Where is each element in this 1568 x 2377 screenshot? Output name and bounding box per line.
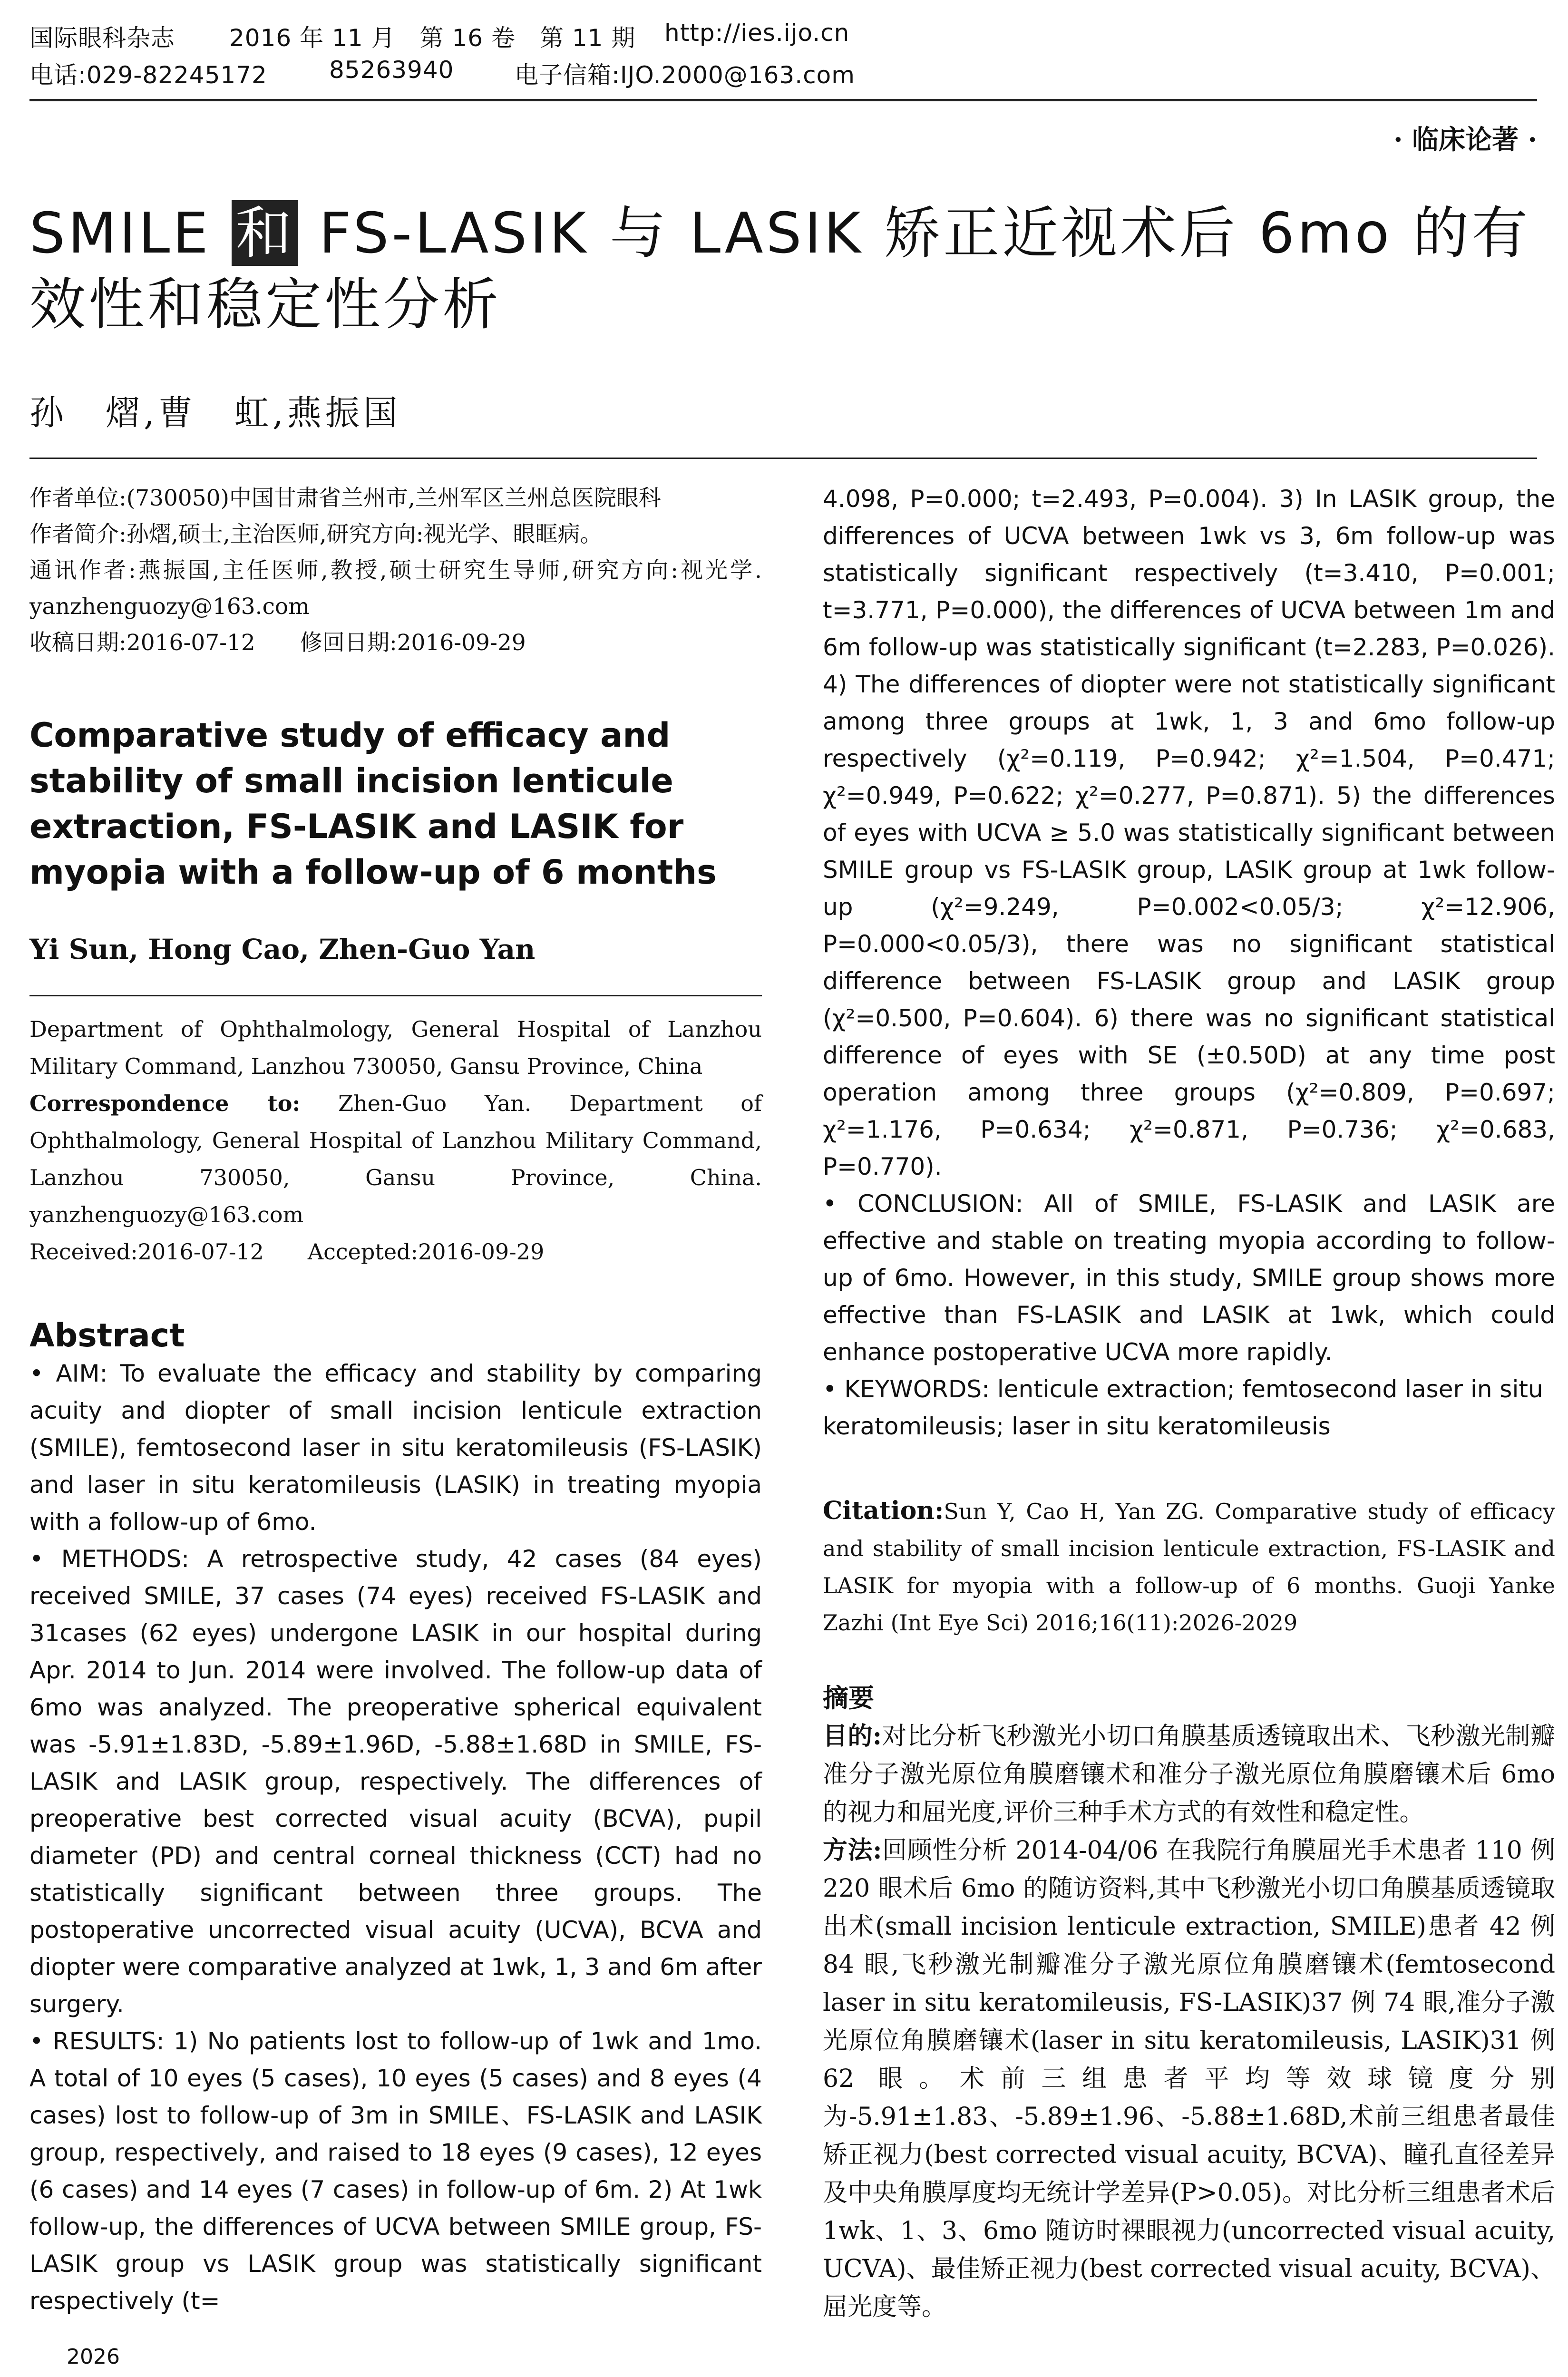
corresponding-author: 通讯作者:燕振国,主任医师,教授,硕士研究生导师,研究方向:视光学. yanzhenguozy@163.com [29,557,762,620]
title-part-1: SMILE [29,200,232,266]
authors-rule [29,995,762,996]
journal-url[interactable]: http://ies.ijo.cn [664,19,850,47]
author-unit: 作者单位:(730050)中国甘肃省兰州市,兰州军区兰州总医院眼科 [29,485,661,511]
cn-aim-label: 目的: [823,1722,882,1751]
abstract-heading: Abstract [29,1317,185,1354]
authors-cn: 孙 熠,曹 虹,燕振国 [29,393,401,433]
received-accepted: Received:2016-07-12 Accepted:2016-09-29 [29,1239,545,1265]
phone: 电话:029-82245172 [29,61,267,89]
abstract-results-right: 4.098, P=0.000; t=2.493, P=0.004). 3) In LASIK group, the differences of UCVA between 1wk vs 3, 6m follow-up was statistically significant respectively (t=3.410, P=0.001; t=3.771, P=0.000), the differences of UCVA between 1m and 6m follow-up was statistically significant (t=2.283, P=0.026). 4) The differences of diopter were not statistically significant among three groups at 1wk, 1, 3 and 6mo follow-up respectively (χ²=0.119, P=0.942; χ²=1.504, P=0.471; χ²=0.949, P=0.622; χ²=0.277, P=0.871). 5) the differences of eyes with UCVA ≥ 5.0 was statistically significant between SMILE group vs FS-LASIK group, LASIK group at 1wk follow-up (χ²=9.249, P=0.002<0.05/3; χ²=12.906, P=0.000<0.05/3), there was no significant statistical difference between FS-LASIK group and LASIK group (χ²=0.500, P=0.604). 6) there was no significant statistical difference of eyes with SE (±0.50D) at any time post operation among three groups (χ²=0.809, P=0.697; χ²=1.176, P=0.634; χ²=0.871, P=0.736; χ²=0.683, P=0.770). [823,485,1555,1180]
citation-label: Citation: [823,1496,944,1525]
abstract-keywords: • KEYWORDS: lenticule extraction; femtosecond laser in situ keratomileusis; laser in situ keratomileusis [823,1375,1543,1440]
abstract-methods: • METHODS: A retrospective study, 42 cases (84 eyes) received SMILE, 37 cases (74 eyes) received FS-LASIK and 31cases (62 eyes) undergone LASIK in our hospital during Apr. 2014 to Jun. 2014 were involved. The follow-up data of 6mo was analyzed. The preoperative spherical equivalent was -5.91±1.83D, -5.89±1.96D, -5.88±1.68D in SMILE, FS-LASIK and LASIK group, respectively. The differences of preoperative best corrected visual acuity (BCVA), pupil diameter (PD) and central corneal thickness (CCT) had no statistically significant between three groups. The postoperative uncorrected visual acuity (UCVA), BCVA and diopter were comparative analyzed at 1wk, 1, 3 and 6m after surgery. [29,1545,762,2018]
cn-abstract-aim [823,1717,1555,1831]
right-column [823,480,1555,2326]
cn-method-label: 方法: [823,1836,882,1865]
cn-abstract-heading: 摘要 [823,1683,874,1713]
title-highlight: 和 [232,200,298,266]
journal-issue: 2016 年 11 月 第 16 卷 第 11 期 [229,24,636,52]
author-bio: 作者简介:孙熠,硕士,主治医师,研究方向:视光学、眼眶病。 [29,521,603,547]
page-number: 2026 [67,2345,120,2369]
email[interactable]: 电子信箱:IJO.2000@163.com [515,61,855,89]
english-title: Comparative study of efficacy and stability of small incision lenticule extraction, FS-LASIK and LASIK for myopia with a follow-up of 6 months [29,716,717,892]
correspondence-text: Zhen-Guo Yan. Department of Ophthalmology, General Hospital of Lanzhou Military Command, Lanzhou 730050, Gansu Province, China. yanzhenguozy@163.com [29,1091,762,1227]
header-rule [29,99,1537,101]
citation-text: Sun Y, Cao H, Yan ZG. Comparative study of efficacy and stability of small incision lenticule extraction, FS-LASIK and LASIK for myopia with a follow-up of 6 months. Guoji Yanke Zazhi (Int Eye Sci) 2016;16(11):2026-2029 [823,1499,1555,1636]
journal-name: 国际眼科杂志 [29,24,175,52]
left-column [29,480,762,2319]
abstract-conclusion: • CONCLUSION: All of SMILE, FS-LASIK and LASIK are effective and stable on treating myopia according to follow-up of 6mo. However, in this study, SMILE group shows more effective than FS-LASIK and LASIK at 1wk, which could enhance postoperative UCVA more rapidly. [823,1190,1555,1366]
citation [823,1492,1555,1641]
phone-2: 85263940 [329,56,454,84]
cn-method-text: 回顾性分析 2014-04/06 在我院行角膜屈光手术患者 110 例 220 眼术后 6mo 的随访资料,其中飞秒激光小切口角膜基质透镜取出术(small incision lenticule extraction, SMILE)患者 42 例 84 眼,飞秒激光制瓣准分子激光原位角膜磨镶术(femtosecond laser in situ keratomileusis, FS-LASIK)37 例 74 眼,准分子激光原位角膜磨镶术(laser in situ keratomileusis, LASIK)31 例 62 眼。术前三组患者平均等效球镜度分别为-5.91±1.83、-5.89±1.96、-5.88±1.68D,术前三组患者最佳矫正视力(best corrected visual acuity, BCVA)、瞳孔直径差异及中央角膜厚度均无统计学差异(P>0.05)。对比分析三组患者术后 1wk、1、3、6mo 随访时裸眼视力(uncorrected visual acuity, UCVA)、最佳矫正视力(best corrected visual acuity, BCVA)、屈光度等。 [823,1836,1555,2321]
cn-abstract-method [823,1831,1555,2326]
title-part-2: FS-LASIK 与 LASIK 矫正近视术后 6mo 的有效性和稳定性分析 [29,200,1531,337]
cn-aim-text: 对比分析飞秒激光小切口角膜基质透镜取出术、飞秒激光制瓣准分子激光原位角膜磨镶术和准分子激光原位角膜磨镶术后 6mo 的视力和屈光度,评价三种手术方式的有效性和稳定性。 [823,1722,1555,1827]
article-title [29,197,1542,340]
correspondence [29,1085,762,1233]
title-rule [29,458,1537,459]
english-authors: Yi Sun, Hong Cao, Zhen-Guo Yan [29,933,536,965]
dates-cn: 收稿日期:2016-07-12 修回日期:2016-09-29 [29,630,526,656]
abstract-aim: • AIM: To evaluate the efficacy and stability by comparing acuity and diopter of small incision lenticule extraction (SMILE), femtosecond laser in situ keratomileusis (FS-LASIK) and laser in situ keratomileusis (LASIK) in treating myopia with a follow-up of 6mo. [29,1360,762,1536]
correspondence-label: Correspondence to: [29,1091,301,1116]
abstract-results-left: • RESULTS: 1) No patients lost to follow-up of 1wk and 1mo. A total of 10 eyes (5 cases), 10 eyes (5 cases) and 8 eyes (4 cases) lost to follow-up of 3m in SMILE、FS-LASIK and LASIK group, respectively, and raised to 18 eyes (9 cases), 12 eyes (6 cases) and 14 eyes (7 cases) in follow-up of 6m. 2) At 1wk follow-up, the differences of UCVA between SMILE group, FS-LASIK group vs LASIK group was statistically significant respectively (t= [29,2027,762,2315]
affiliation: Department of Ophthalmology, General Hospital of Lanzhou Military Command, Lanzhou 730050, Gansu Province, China [29,1016,762,1079]
section-tag: · 临床论著 · [1393,124,1537,156]
